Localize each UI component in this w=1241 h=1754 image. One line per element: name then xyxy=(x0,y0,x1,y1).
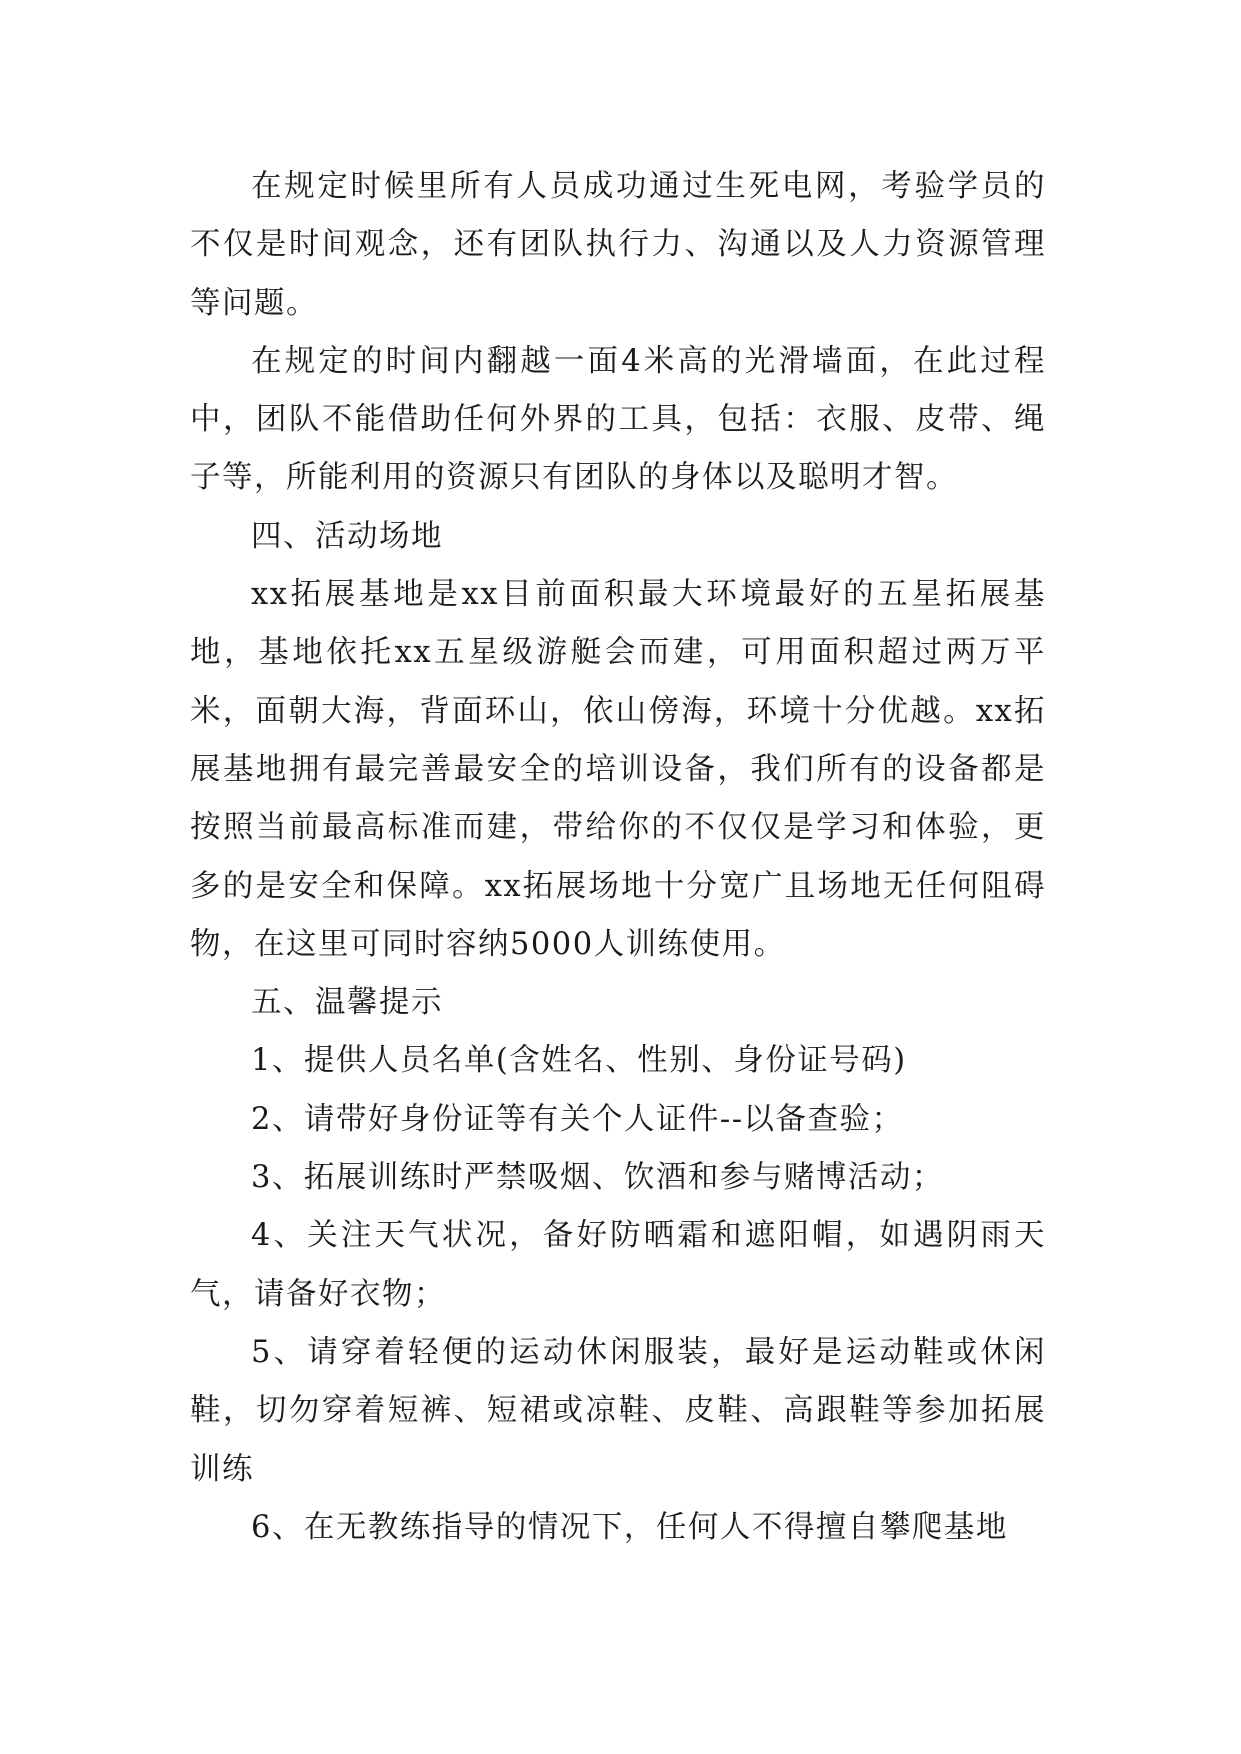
paragraph-wall-climb: 在规定的时间内翻越一面4米高的光滑墙面，在此过程中，团队不能借助任何外界的工具，包括：衣服、皮带、绳子等，所能利用的资源只有团队的身体以及聪明才智。 xyxy=(190,343,1046,496)
paragraph-venue-description: xx拓展基地是xx目前面积最大环境最好的五星拓展基地，基地依托xx五星级游艇会而建，可用面积超过两万平米，面朝大海，背面环山，依山傍海，环境十分优越。xx拓展基地拥有最完善最安全的培训设备，我们所有的设备都是按照当前最高标准而建，带给你的不仅仅是学习和体验，更多的是安全和保障。xx拓展场地十分宽广且场地无任何阻碍物，在这里可同时容纳5000人训练使用。 xyxy=(190,577,1046,962)
tip-item-1: 1、提供人员名单(含姓名、性别、身份证号码) xyxy=(251,1043,907,1079)
tip-item-6: 6、在无教练指导的情况下，任何人不得擅自攀爬基地 xyxy=(251,1509,1008,1545)
tip-item-4: 4、关注天气状况，备好防晒霜和遮阳帽，如遇阴雨天气，请备好衣物； xyxy=(190,1218,1046,1312)
tip-item-3: 3、拓展训练时严禁吸烟、饮酒和参与赌博活动； xyxy=(251,1160,944,1196)
document-body xyxy=(190,158,1046,1557)
section-heading-venue: 四、活动场地 xyxy=(251,518,443,554)
paragraph-electric-net: 在规定时候里所有人员成功通过生死电网，考验学员的不仅是时间观念，还有团队执行力、沟通以及人力资源管理等问题。 xyxy=(190,169,1046,321)
tip-item-2: 2、请带好身份证等有关个人证件--以备查验； xyxy=(251,1101,904,1137)
tip-item-5: 5、请穿着轻便的运动休闲服装，最好是运动鞋或休闲鞋，切勿穿着短裤、短裙或凉鞋、皮鞋、高跟鞋等参加拓展训练 xyxy=(190,1334,1046,1487)
section-heading-tips: 五、温馨提示 xyxy=(251,985,443,1021)
